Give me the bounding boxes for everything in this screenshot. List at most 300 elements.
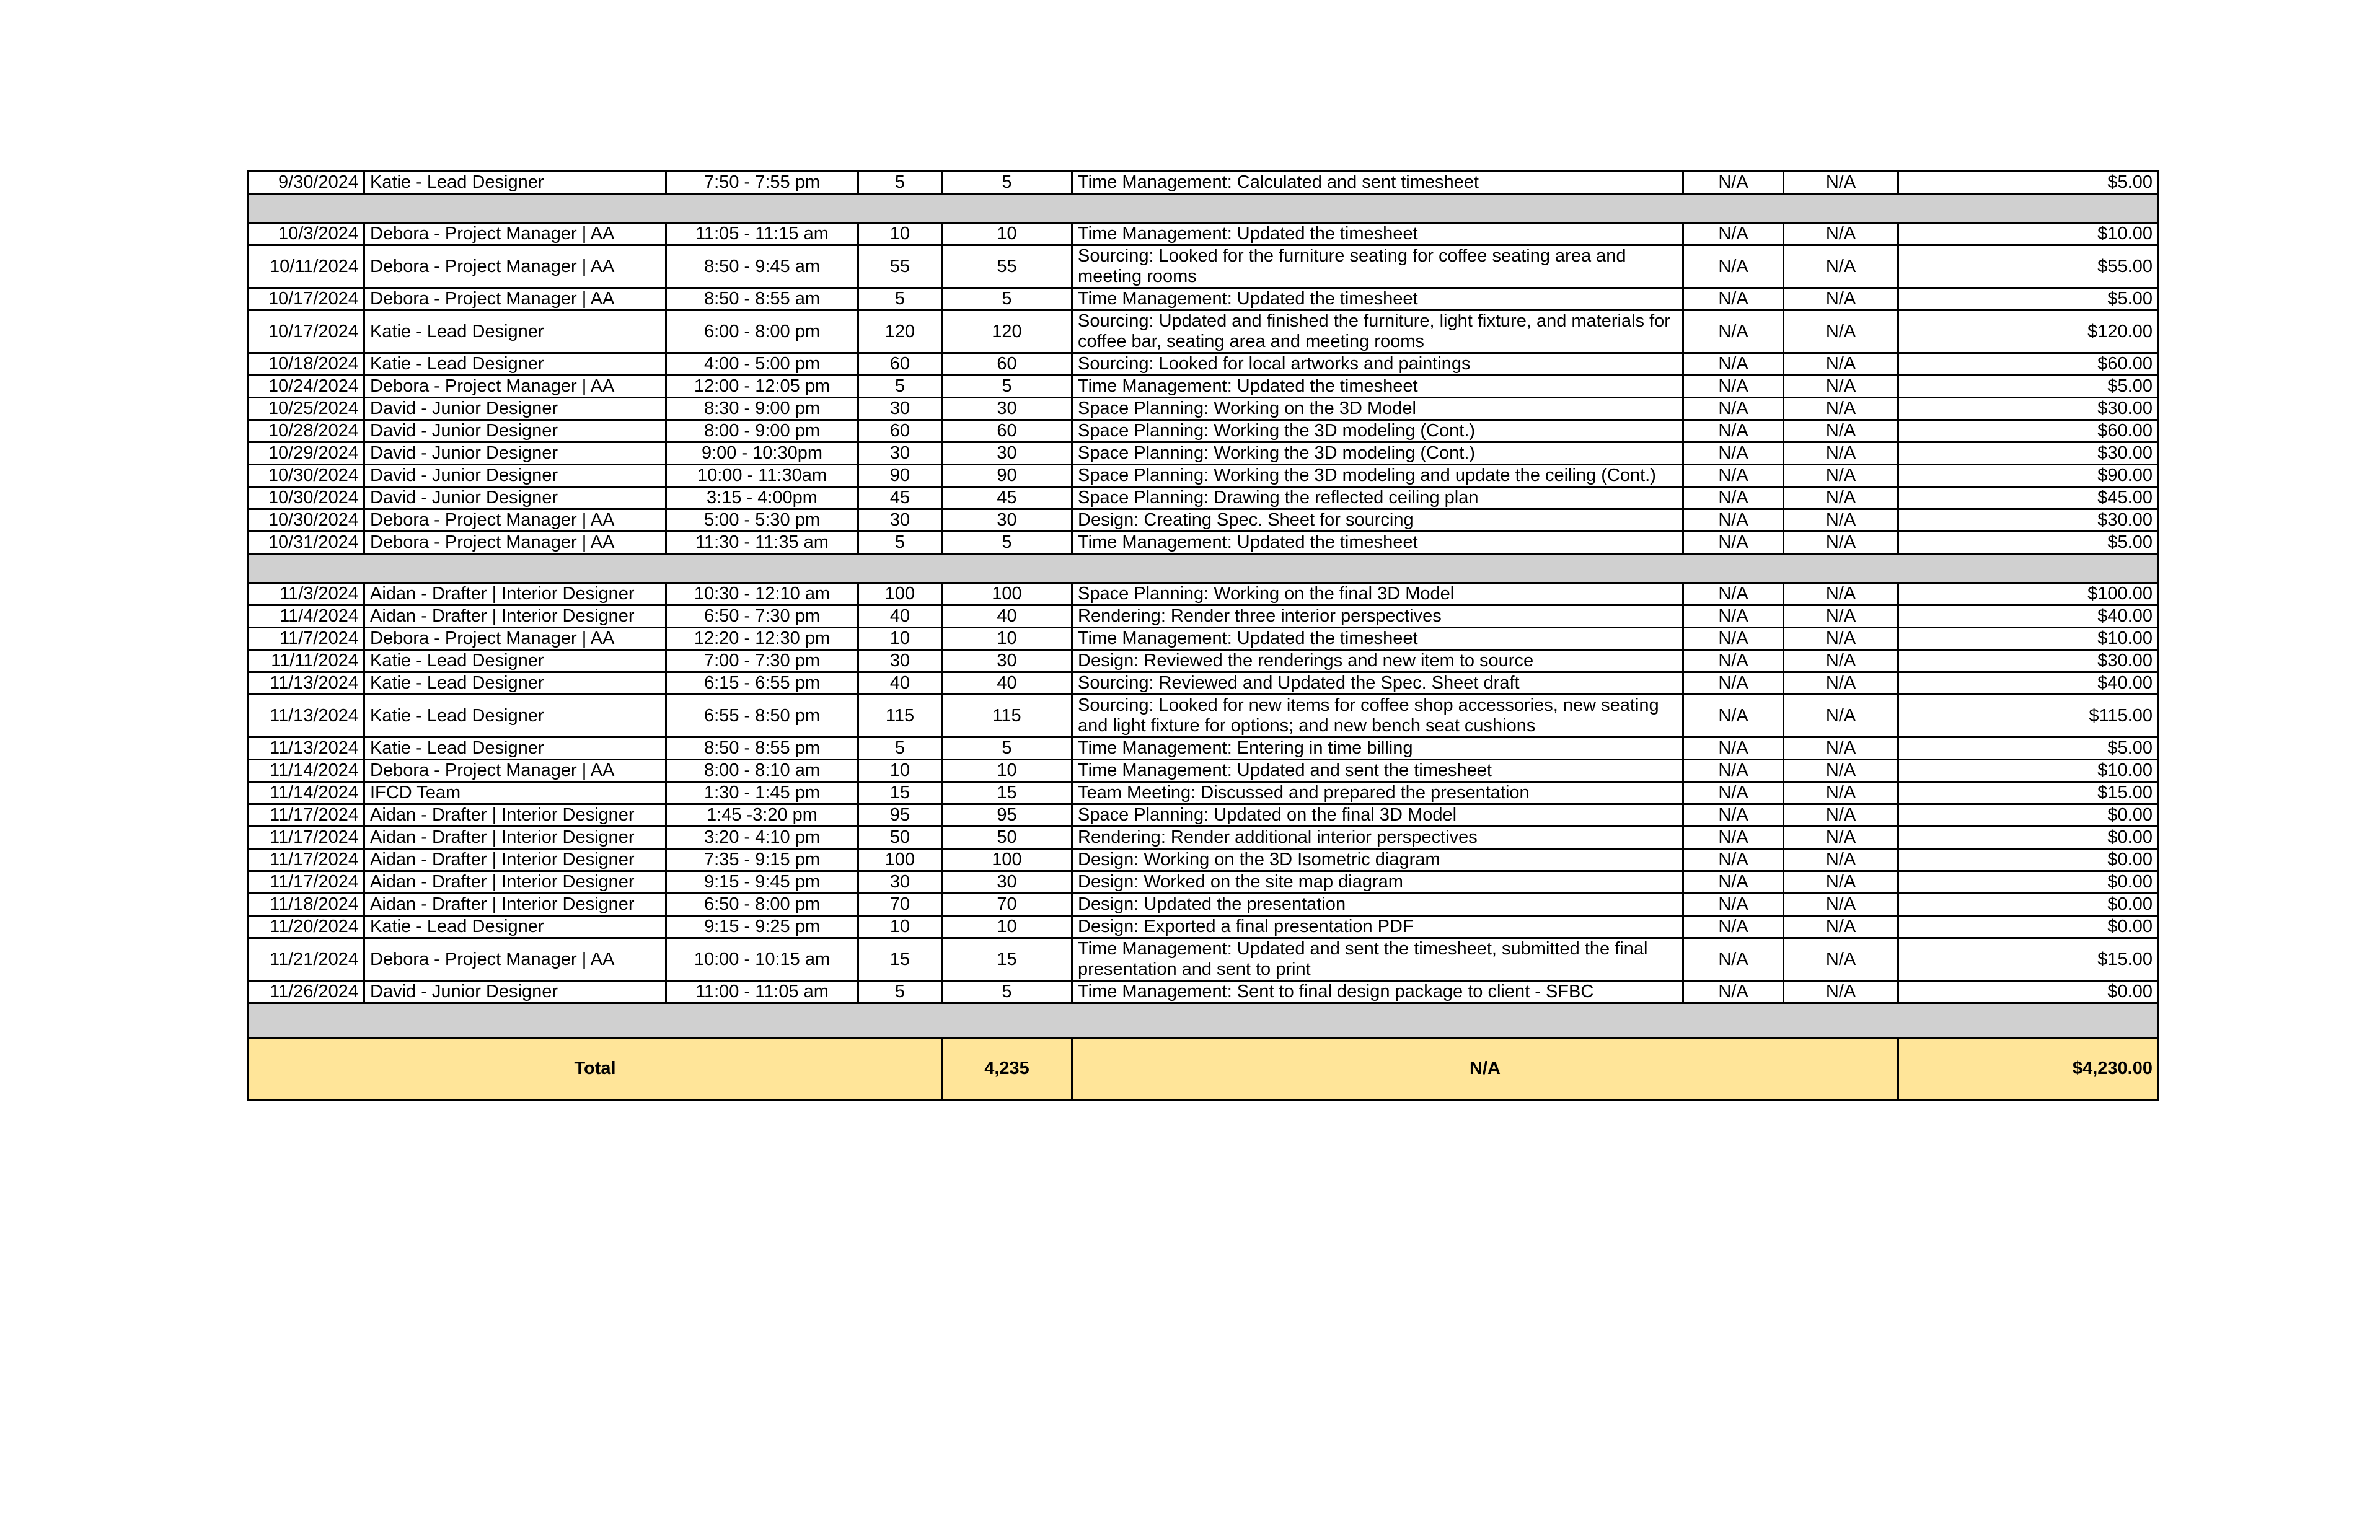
- row-date: 11/13/2024: [249, 737, 364, 760]
- row-time-range: 11:30 - 11:35 am: [666, 532, 858, 554]
- row-na-2: N/A: [1784, 487, 1898, 509]
- row-description: Space Planning: Working the 3D modeling (Cont.): [1072, 442, 1683, 465]
- row-billed-minutes: 5: [942, 737, 1072, 760]
- row-na-2: N/A: [1784, 672, 1898, 695]
- row-time-range: 10:00 - 11:30am: [666, 465, 858, 487]
- row-na-1: N/A: [1683, 509, 1784, 532]
- row-date: 11/7/2024: [249, 628, 364, 650]
- row-staff-name: Katie - Lead Designer: [364, 650, 666, 672]
- row-description: Time Management: Updated and sent the timesheet, submitted the final presentation and sent to print: [1072, 938, 1683, 981]
- row-time-range: 5:00 - 5:30 pm: [666, 509, 858, 532]
- row-na-2: N/A: [1784, 605, 1898, 628]
- table-row: [249, 245, 2159, 288]
- row-amount: $40.00: [1898, 605, 2159, 628]
- row-billed-minutes: 50: [942, 827, 1072, 849]
- row-staff-name: Katie - Lead Designer: [364, 172, 666, 194]
- row-na-2: N/A: [1784, 509, 1898, 532]
- row-amount: $5.00: [1898, 737, 2159, 760]
- row-amount: $0.00: [1898, 871, 2159, 894]
- row-na-2: N/A: [1784, 981, 1898, 1003]
- row-description: Space Planning: Drawing the reflected ceiling plan: [1072, 487, 1683, 509]
- row-minutes: 30: [858, 398, 942, 420]
- row-na-1: N/A: [1683, 938, 1784, 981]
- row-na-1: N/A: [1683, 981, 1784, 1003]
- row-staff-name: Aidan - Drafter | Interior Designer: [364, 583, 666, 605]
- separator-row: [249, 194, 2159, 223]
- row-description: Space Planning: Working the 3D modeling (Cont.): [1072, 420, 1683, 442]
- row-time-range: 10:30 - 12:10 am: [666, 583, 858, 605]
- row-date: 9/30/2024: [249, 172, 364, 194]
- row-amount: $120.00: [1898, 310, 2159, 353]
- row-na-1: N/A: [1683, 849, 1784, 871]
- row-time-range: 6:50 - 7:30 pm: [666, 605, 858, 628]
- table-row: [249, 376, 2159, 398]
- row-na-1: N/A: [1683, 465, 1784, 487]
- table-row: [249, 398, 2159, 420]
- row-time-range: 1:45 -3:20 pm: [666, 804, 858, 827]
- row-amount: $0.00: [1898, 827, 2159, 849]
- row-staff-name: Katie - Lead Designer: [364, 310, 666, 353]
- row-description: Team Meeting: Discussed and prepared the presentation: [1072, 782, 1683, 804]
- row-na-1: N/A: [1683, 760, 1784, 782]
- row-staff-name: Debora - Project Manager | AA: [364, 288, 666, 310]
- row-na-1: N/A: [1683, 172, 1784, 194]
- row-billed-minutes: 70: [942, 894, 1072, 916]
- row-minutes: 30: [858, 509, 942, 532]
- row-description: Time Management: Updated the timesheet: [1072, 628, 1683, 650]
- row-description: Time Management: Entering in time billing: [1072, 737, 1683, 760]
- row-na-1: N/A: [1683, 827, 1784, 849]
- row-billed-minutes: 90: [942, 465, 1072, 487]
- row-billed-minutes: 30: [942, 442, 1072, 465]
- row-staff-name: Debora - Project Manager | AA: [364, 532, 666, 554]
- row-na-2: N/A: [1784, 849, 1898, 871]
- row-date: 11/21/2024: [249, 938, 364, 981]
- table-row: [249, 804, 2159, 827]
- row-description: Design: Worked on the site map diagram: [1072, 871, 1683, 894]
- row-na-1: N/A: [1683, 398, 1784, 420]
- row-na-2: N/A: [1784, 804, 1898, 827]
- row-date: 10/3/2024: [249, 223, 364, 245]
- row-billed-minutes: 5: [942, 981, 1072, 1003]
- row-na-1: N/A: [1683, 672, 1784, 695]
- row-minutes: 45: [858, 487, 942, 509]
- row-billed-minutes: 10: [942, 628, 1072, 650]
- row-na-2: N/A: [1784, 894, 1898, 916]
- row-minutes: 10: [858, 223, 942, 245]
- row-time-range: 8:50 - 8:55 am: [666, 288, 858, 310]
- row-description: Time Management: Updated the timesheet: [1072, 376, 1683, 398]
- row-minutes: 5: [858, 737, 942, 760]
- row-staff-name: Aidan - Drafter | Interior Designer: [364, 871, 666, 894]
- table-row: [249, 938, 2159, 981]
- row-time-range: 8:50 - 8:55 pm: [666, 737, 858, 760]
- row-billed-minutes: 55: [942, 245, 1072, 288]
- row-amount: $30.00: [1898, 650, 2159, 672]
- row-time-range: 8:50 - 9:45 am: [666, 245, 858, 288]
- row-na-2: N/A: [1784, 628, 1898, 650]
- row-date: 11/4/2024: [249, 605, 364, 628]
- table-row: [249, 782, 2159, 804]
- row-description: Sourcing: Looked for local artworks and paintings: [1072, 353, 1683, 376]
- table-row: [249, 628, 2159, 650]
- row-description: Time Management: Updated the timesheet: [1072, 532, 1683, 554]
- row-description: Design: Creating Spec. Sheet for sourcing: [1072, 509, 1683, 532]
- row-na-2: N/A: [1784, 782, 1898, 804]
- row-date: 10/24/2024: [249, 376, 364, 398]
- row-minutes: 40: [858, 605, 942, 628]
- row-minutes: 5: [858, 376, 942, 398]
- row-staff-name: Aidan - Drafter | Interior Designer: [364, 804, 666, 827]
- row-staff-name: David - Junior Designer: [364, 487, 666, 509]
- row-time-range: 6:55 - 8:50 pm: [666, 695, 858, 737]
- row-na-2: N/A: [1784, 695, 1898, 737]
- table-row: [249, 509, 2159, 532]
- row-billed-minutes: 10: [942, 760, 1072, 782]
- row-minutes: 10: [858, 760, 942, 782]
- table-row: [249, 894, 2159, 916]
- row-description: Space Planning: Working on the final 3D Model: [1072, 583, 1683, 605]
- row-billed-minutes: 95: [942, 804, 1072, 827]
- row-description: Time Management: Calculated and sent timesheet: [1072, 172, 1683, 194]
- row-na-2: N/A: [1784, 172, 1898, 194]
- row-na-1: N/A: [1683, 804, 1784, 827]
- row-description: Time Management: Sent to final design package to client - SFBC: [1072, 981, 1683, 1003]
- table-row: [249, 605, 2159, 628]
- row-staff-name: Debora - Project Manager | AA: [364, 628, 666, 650]
- row-na-2: N/A: [1784, 827, 1898, 849]
- row-staff-name: Debora - Project Manager | AA: [364, 509, 666, 532]
- row-na-2: N/A: [1784, 938, 1898, 981]
- row-minutes: 15: [858, 782, 942, 804]
- separator-row: [249, 554, 2159, 583]
- row-time-range: 7:35 - 9:15 pm: [666, 849, 858, 871]
- row-staff-name: David - Junior Designer: [364, 465, 666, 487]
- row-staff-name: David - Junior Designer: [364, 442, 666, 465]
- table-row: [249, 981, 2159, 1003]
- row-na-1: N/A: [1683, 916, 1784, 938]
- row-staff-name: Debora - Project Manager | AA: [364, 223, 666, 245]
- row-description: Design: Exported a final presentation PDF: [1072, 916, 1683, 938]
- row-staff-name: David - Junior Designer: [364, 981, 666, 1003]
- row-description: Time Management: Updated the timesheet: [1072, 288, 1683, 310]
- row-amount: $90.00: [1898, 465, 2159, 487]
- row-date: 11/17/2024: [249, 804, 364, 827]
- row-billed-minutes: 40: [942, 672, 1072, 695]
- table-row: [249, 223, 2159, 245]
- table-row: [249, 442, 2159, 465]
- row-time-range: 7:00 - 7:30 pm: [666, 650, 858, 672]
- row-date: 11/13/2024: [249, 695, 364, 737]
- row-time-range: 3:15 - 4:00pm: [666, 487, 858, 509]
- row-billed-minutes: 10: [942, 916, 1072, 938]
- row-date: 11/26/2024: [249, 981, 364, 1003]
- table-row: [249, 737, 2159, 760]
- row-date: 10/11/2024: [249, 245, 364, 288]
- row-date: 11/11/2024: [249, 650, 364, 672]
- row-amount: $30.00: [1898, 509, 2159, 532]
- table-row: [249, 420, 2159, 442]
- row-na-2: N/A: [1784, 376, 1898, 398]
- row-staff-name: Katie - Lead Designer: [364, 695, 666, 737]
- row-amount: $0.00: [1898, 804, 2159, 827]
- row-amount: $15.00: [1898, 782, 2159, 804]
- row-amount: $60.00: [1898, 420, 2159, 442]
- row-time-range: 3:20 - 4:10 pm: [666, 827, 858, 849]
- table-row: [249, 288, 2159, 310]
- row-amount: $5.00: [1898, 172, 2159, 194]
- row-staff-name: Debora - Project Manager | AA: [364, 760, 666, 782]
- row-na-2: N/A: [1784, 420, 1898, 442]
- row-amount: $5.00: [1898, 288, 2159, 310]
- row-billed-minutes: 5: [942, 532, 1072, 554]
- row-na-2: N/A: [1784, 871, 1898, 894]
- row-minutes: 5: [858, 288, 942, 310]
- timesheet-body: [249, 172, 2159, 1038]
- row-na-2: N/A: [1784, 398, 1898, 420]
- row-time-range: 12:20 - 12:30 pm: [666, 628, 858, 650]
- row-na-2: N/A: [1784, 442, 1898, 465]
- row-na-1: N/A: [1683, 782, 1784, 804]
- row-na-1: N/A: [1683, 442, 1784, 465]
- row-minutes: 60: [858, 420, 942, 442]
- row-amount: $10.00: [1898, 223, 2159, 245]
- row-time-range: 6:00 - 8:00 pm: [666, 310, 858, 353]
- row-staff-name: Debora - Project Manager | AA: [364, 376, 666, 398]
- row-na-1: N/A: [1683, 650, 1784, 672]
- row-staff-name: David - Junior Designer: [364, 420, 666, 442]
- row-time-range: 10:00 - 10:15 am: [666, 938, 858, 981]
- row-date: 10/17/2024: [249, 310, 364, 353]
- row-minutes: 30: [858, 442, 942, 465]
- table-row: [249, 353, 2159, 376]
- row-description: Sourcing: Reviewed and Updated the Spec. Sheet draft: [1072, 672, 1683, 695]
- row-billed-minutes: 60: [942, 420, 1072, 442]
- row-minutes: 55: [858, 245, 942, 288]
- row-staff-name: Katie - Lead Designer: [364, 353, 666, 376]
- row-date: 10/31/2024: [249, 532, 364, 554]
- table-row: [249, 172, 2159, 194]
- row-na-1: N/A: [1683, 695, 1784, 737]
- row-date: 11/17/2024: [249, 827, 364, 849]
- row-date: 10/30/2024: [249, 465, 364, 487]
- table-row: [249, 916, 2159, 938]
- row-minutes: 60: [858, 353, 942, 376]
- row-staff-name: Katie - Lead Designer: [364, 672, 666, 695]
- row-staff-name: Aidan - Drafter | Interior Designer: [364, 605, 666, 628]
- table-row: [249, 695, 2159, 737]
- row-minutes: 100: [858, 583, 942, 605]
- row-time-range: 7:50 - 7:55 pm: [666, 172, 858, 194]
- row-na-2: N/A: [1784, 650, 1898, 672]
- row-na-2: N/A: [1784, 583, 1898, 605]
- row-minutes: 10: [858, 916, 942, 938]
- row-na-2: N/A: [1784, 288, 1898, 310]
- row-billed-minutes: 60: [942, 353, 1072, 376]
- row-billed-minutes: 30: [942, 509, 1072, 532]
- row-na-1: N/A: [1683, 628, 1784, 650]
- row-description: Space Planning: Working on the 3D Model: [1072, 398, 1683, 420]
- row-date: 10/29/2024: [249, 442, 364, 465]
- row-billed-minutes: 15: [942, 938, 1072, 981]
- row-date: 11/17/2024: [249, 849, 364, 871]
- row-minutes: 15: [858, 938, 942, 981]
- row-na-1: N/A: [1683, 288, 1784, 310]
- row-amount: $10.00: [1898, 760, 2159, 782]
- row-na-2: N/A: [1784, 223, 1898, 245]
- row-date: 10/30/2024: [249, 487, 364, 509]
- row-na-2: N/A: [1784, 916, 1898, 938]
- row-billed-minutes: 30: [942, 650, 1072, 672]
- row-amount: $10.00: [1898, 628, 2159, 650]
- row-minutes: 5: [858, 981, 942, 1003]
- row-minutes: 30: [858, 871, 942, 894]
- row-description: Rendering: Render additional interior perspectives: [1072, 827, 1683, 849]
- row-na-1: N/A: [1683, 894, 1784, 916]
- row-na-1: N/A: [1683, 605, 1784, 628]
- row-amount: $5.00: [1898, 376, 2159, 398]
- row-minutes: 100: [858, 849, 942, 871]
- row-billed-minutes: 5: [942, 288, 1072, 310]
- row-minutes: 95: [858, 804, 942, 827]
- row-amount: $0.00: [1898, 981, 2159, 1003]
- row-na-1: N/A: [1683, 223, 1784, 245]
- row-time-range: 6:50 - 8:00 pm: [666, 894, 858, 916]
- row-staff-name: Aidan - Drafter | Interior Designer: [364, 894, 666, 916]
- row-amount: $0.00: [1898, 849, 2159, 871]
- row-na-1: N/A: [1683, 871, 1784, 894]
- row-minutes: 120: [858, 310, 942, 353]
- row-billed-minutes: 120: [942, 310, 1072, 353]
- row-na-2: N/A: [1784, 760, 1898, 782]
- row-date: 11/14/2024: [249, 760, 364, 782]
- row-description: Space Planning: Updated on the final 3D Model: [1072, 804, 1683, 827]
- row-description: Sourcing: Looked for the furniture seating for coffee seating area and meeting rooms: [1072, 245, 1683, 288]
- separator-cell: [249, 1003, 2159, 1038]
- total-row: [249, 1038, 2159, 1100]
- row-amount: $30.00: [1898, 442, 2159, 465]
- row-minutes: 10: [858, 628, 942, 650]
- row-description: Design: Reviewed the renderings and new item to source: [1072, 650, 1683, 672]
- table-row: [249, 849, 2159, 871]
- row-billed-minutes: 40: [942, 605, 1072, 628]
- row-time-range: 12:00 - 12:05 pm: [666, 376, 858, 398]
- table-row: [249, 487, 2159, 509]
- table-row: [249, 465, 2159, 487]
- row-na-1: N/A: [1683, 532, 1784, 554]
- row-minutes: 70: [858, 894, 942, 916]
- table-row: [249, 532, 2159, 554]
- row-na-1: N/A: [1683, 420, 1784, 442]
- row-amount: $115.00: [1898, 695, 2159, 737]
- row-na-2: N/A: [1784, 245, 1898, 288]
- row-minutes: 90: [858, 465, 942, 487]
- row-na-2: N/A: [1784, 737, 1898, 760]
- row-billed-minutes: 15: [942, 782, 1072, 804]
- row-date: 11/14/2024: [249, 782, 364, 804]
- row-amount: $5.00: [1898, 532, 2159, 554]
- table-row: [249, 672, 2159, 695]
- row-amount: $60.00: [1898, 353, 2159, 376]
- row-amount: $45.00: [1898, 487, 2159, 509]
- separator-cell: [249, 194, 2159, 223]
- row-minutes: 5: [858, 532, 942, 554]
- row-minutes: 30: [858, 650, 942, 672]
- row-billed-minutes: 5: [942, 172, 1072, 194]
- row-date: 11/3/2024: [249, 583, 364, 605]
- row-description: Time Management: Updated the timesheet: [1072, 223, 1683, 245]
- row-time-range: 1:30 - 1:45 pm: [666, 782, 858, 804]
- row-time-range: 6:15 - 6:55 pm: [666, 672, 858, 695]
- row-time-range: 11:05 - 11:15 am: [666, 223, 858, 245]
- row-amount: $30.00: [1898, 398, 2159, 420]
- row-description: Space Planning: Working the 3D modeling and update the ceiling (Cont.): [1072, 465, 1683, 487]
- row-na-1: N/A: [1683, 310, 1784, 353]
- row-minutes: 115: [858, 695, 942, 737]
- row-na-2: N/A: [1784, 310, 1898, 353]
- row-na-1: N/A: [1683, 245, 1784, 288]
- row-na-1: N/A: [1683, 737, 1784, 760]
- row-description: Time Management: Updated and sent the timesheet: [1072, 760, 1683, 782]
- row-date: 10/30/2024: [249, 509, 364, 532]
- table-row: [249, 827, 2159, 849]
- row-minutes: 5: [858, 172, 942, 194]
- row-staff-name: Aidan - Drafter | Interior Designer: [364, 827, 666, 849]
- row-time-range: 4:00 - 5:00 pm: [666, 353, 858, 376]
- table-row: [249, 871, 2159, 894]
- row-amount: $0.00: [1898, 894, 2159, 916]
- row-date: 11/13/2024: [249, 672, 364, 695]
- row-billed-minutes: 30: [942, 398, 1072, 420]
- row-na-2: N/A: [1784, 532, 1898, 554]
- row-date: 10/25/2024: [249, 398, 364, 420]
- row-time-range: 9:15 - 9:25 pm: [666, 916, 858, 938]
- row-time-range: 8:00 - 8:10 am: [666, 760, 858, 782]
- row-na-2: N/A: [1784, 353, 1898, 376]
- row-amount: $100.00: [1898, 583, 2159, 605]
- row-staff-name: Debora - Project Manager | AA: [364, 938, 666, 981]
- row-date: 11/18/2024: [249, 894, 364, 916]
- row-description: Design: Working on the 3D Isometric diagram: [1072, 849, 1683, 871]
- row-date: 10/28/2024: [249, 420, 364, 442]
- total-na: N/A: [1072, 1038, 1898, 1100]
- row-minutes: 40: [858, 672, 942, 695]
- total-label: Total: [249, 1038, 942, 1100]
- row-description: Sourcing: Updated and finished the furniture, light fixture, and materials for coffee bar, seating area and meeting rooms: [1072, 310, 1683, 353]
- row-staff-name: Aidan - Drafter | Interior Designer: [364, 849, 666, 871]
- row-amount: $55.00: [1898, 245, 2159, 288]
- row-na-2: N/A: [1784, 465, 1898, 487]
- row-date: 11/17/2024: [249, 871, 364, 894]
- table-row: [249, 650, 2159, 672]
- total-minutes: 4,235: [942, 1038, 1072, 1100]
- row-staff-name: Katie - Lead Designer: [364, 916, 666, 938]
- row-billed-minutes: 45: [942, 487, 1072, 509]
- row-time-range: 8:00 - 9:00 pm: [666, 420, 858, 442]
- row-date: 11/20/2024: [249, 916, 364, 938]
- row-staff-name: IFCD Team: [364, 782, 666, 804]
- row-time-range: 8:30 - 9:00 pm: [666, 398, 858, 420]
- row-billed-minutes: 30: [942, 871, 1072, 894]
- total-amount: $4,230.00: [1898, 1038, 2159, 1100]
- row-na-1: N/A: [1683, 583, 1784, 605]
- row-na-1: N/A: [1683, 487, 1784, 509]
- table-row: [249, 310, 2159, 353]
- row-billed-minutes: 115: [942, 695, 1072, 737]
- row-description: Design: Updated the presentation: [1072, 894, 1683, 916]
- row-amount: $0.00: [1898, 916, 2159, 938]
- row-time-range: 9:00 - 10:30pm: [666, 442, 858, 465]
